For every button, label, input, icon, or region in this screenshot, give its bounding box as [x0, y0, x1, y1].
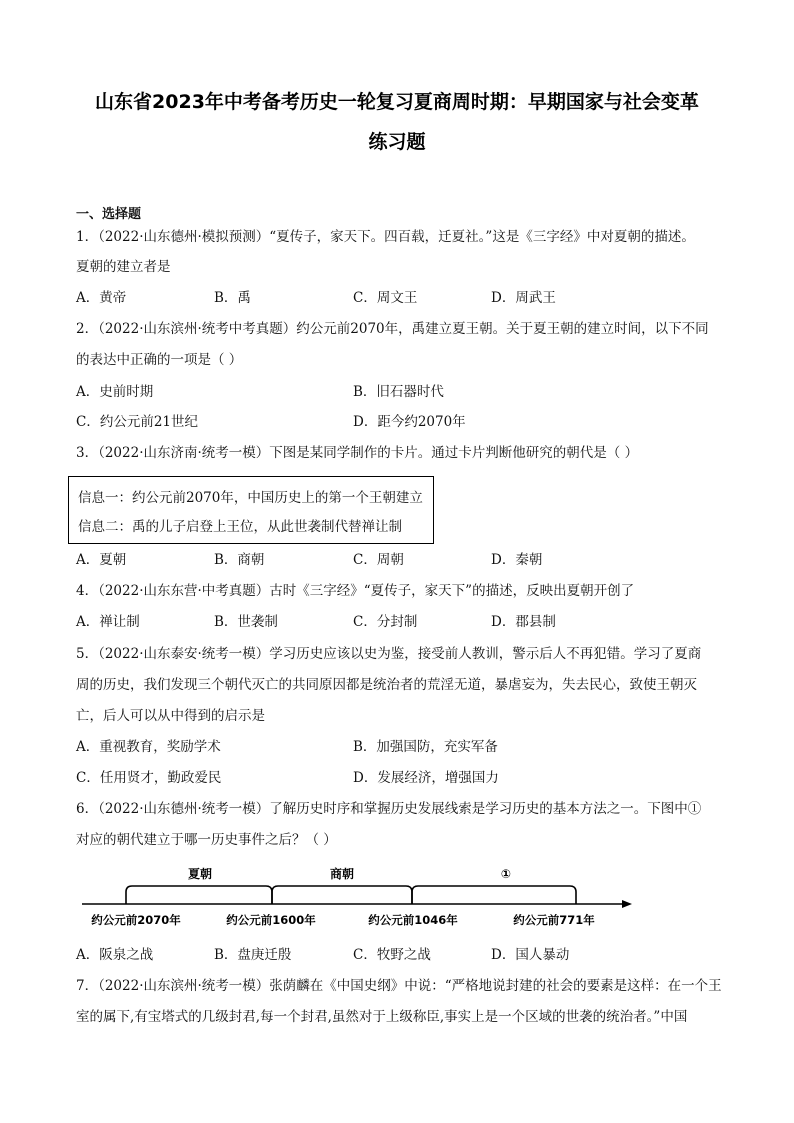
question-6-option-b[interactable]: B．盘庚迁殷 [214, 947, 292, 963]
question-6-option-a[interactable]: A．阪泉之战 [76, 947, 154, 963]
question-1-option-a[interactable]: A．黄帝 [76, 290, 127, 306]
question-1-text-cont: 夏朝的建立者是 [76, 259, 171, 275]
question-2-option-b[interactable]: B．旧石器时代 [353, 384, 444, 400]
question-6-option-d[interactable]: D．国人暴动 [491, 947, 570, 963]
question-7-text-cont: 室的属下,有宝塔式的几级封君,每一个封君,虽然对于上级称臣,事实上是一个区域的世袭的统治者。”中国 [76, 1009, 688, 1025]
section-heading: 一、选择题 [76, 207, 142, 222]
question-3-option-b[interactable]: B．商朝 [214, 552, 265, 568]
question-2-option-d[interactable]: D．距今约2070年 [353, 414, 466, 430]
question-1-option-d[interactable]: D．周武王 [491, 290, 556, 306]
question-5-option-b[interactable]: B．加强国防，充实军备 [353, 739, 498, 755]
question-3-option-d[interactable]: D．秦朝 [491, 552, 543, 568]
timeline-segment-label-2: 商朝 [329, 867, 355, 881]
question-2-text: 2．（2022·山东滨州·统考中考真题）约公元前2070年，禹建立夏王朝。关于夏王朝的建立时间，以下不同 [76, 321, 709, 337]
question-3-option-a[interactable]: A．夏朝 [76, 552, 127, 568]
question-4-option-c[interactable]: C．分封制 [353, 614, 418, 630]
question-1-option-b[interactable]: B．禹 [214, 290, 251, 306]
question-4-option-d[interactable]: D．郡县制 [491, 614, 556, 630]
question-4-option-a[interactable]: A．禅让制 [76, 614, 140, 630]
question-5-text-cont: 周的历史，我们发现三个朝代灭亡的共同原因都是统治者的荒淫无道，暴虐妄为，失去民心，致使王朝灭 [76, 677, 697, 693]
question-3-text: 3．（2022·山东济南·统考一模）下图是某同学制作的卡片。通过卡片判断他研究的朝代是（ ） [76, 445, 639, 461]
question-7-text: 7．（2022·山东滨州·统考一模）张荫麟在《中国史纲》中说：“严格地说封建的社会的要素是这样：在一个王 [76, 978, 722, 994]
info-card [68, 476, 434, 544]
question-5-text: 5．（2022·山东泰安·统考一模）学习历史应该以史为鉴，接受前人教训，警示后人不再犯错。学习了夏商 [76, 646, 702, 662]
timeline-date-3: 约公元前1046年 [368, 913, 458, 927]
page-title: 山东省2023年中考备考历史一轮复习夏商周时期：早期国家与社会变革 [95, 91, 699, 113]
page-title-line2: 练习题 [368, 131, 426, 153]
timeline-date-4: 约公元前771年 [513, 913, 595, 927]
question-5-option-d[interactable]: D．发展经济，增强国力 [353, 770, 499, 786]
question-2-option-a[interactable]: A．史前时期 [76, 384, 154, 400]
timeline-arrow-icon [622, 900, 632, 908]
question-5-text-cont2: 亡，后人可以从中得到的启示是 [76, 708, 265, 724]
timeline-bracket-2 [272, 886, 412, 904]
question-5-option-a[interactable]: A．重视教育，奖励学术 [76, 739, 221, 755]
question-3-option-c[interactable]: C．周朝 [353, 552, 404, 568]
question-5-option-c[interactable]: C．任用贤才，勤政爱民 [76, 770, 222, 786]
timeline-bracket-3 [412, 886, 576, 904]
question-2-option-c[interactable]: C．约公元前21世纪 [76, 414, 199, 430]
info-card-line-2: 信息二：禹的儿子启登上王位，从此世袭制代替禅让制 [78, 519, 402, 535]
timeline-bracket-1 [126, 886, 272, 904]
question-6-text: 6．（2022·山东德州·统考一模）了解历史时序和掌握历史发展线索是学习历史的基本方法之一。下图中① [76, 801, 702, 817]
timeline-date-2: 约公元前1600年 [226, 913, 316, 927]
question-4-option-b[interactable]: B．世袭制 [214, 614, 278, 630]
question-4-text: 4．（2022·山东东营·中考真题）古时《三字经》“夏传子，家天下”的描述，反映出夏朝开创了 [76, 583, 635, 599]
question-6-text-cont: 对应的朝代建立于哪一历史事件之后？（ ） [76, 832, 337, 848]
timeline-segment-label-1: 夏朝 [187, 867, 213, 881]
question-1-text: 1．（2022·山东德州·模拟预测）“夏传子，家天下。四百载，迁夏社。”这是《三字经》中对夏朝的描述。 [76, 229, 695, 245]
question-2-text-cont: 的表达中正确的一项是（ ） [76, 352, 243, 368]
info-card-line-1: 信息一：约公元前2070年，中国历史上的第一个王朝建立 [78, 490, 423, 506]
timeline-diagram [76, 862, 636, 932]
question-1-option-c[interactable]: C．周文王 [353, 290, 418, 306]
question-6-option-c[interactable]: C．牧野之战 [353, 947, 431, 963]
timeline-date-1: 约公元前2070年 [91, 913, 181, 927]
timeline-segment-label-3: ① [500, 867, 512, 881]
